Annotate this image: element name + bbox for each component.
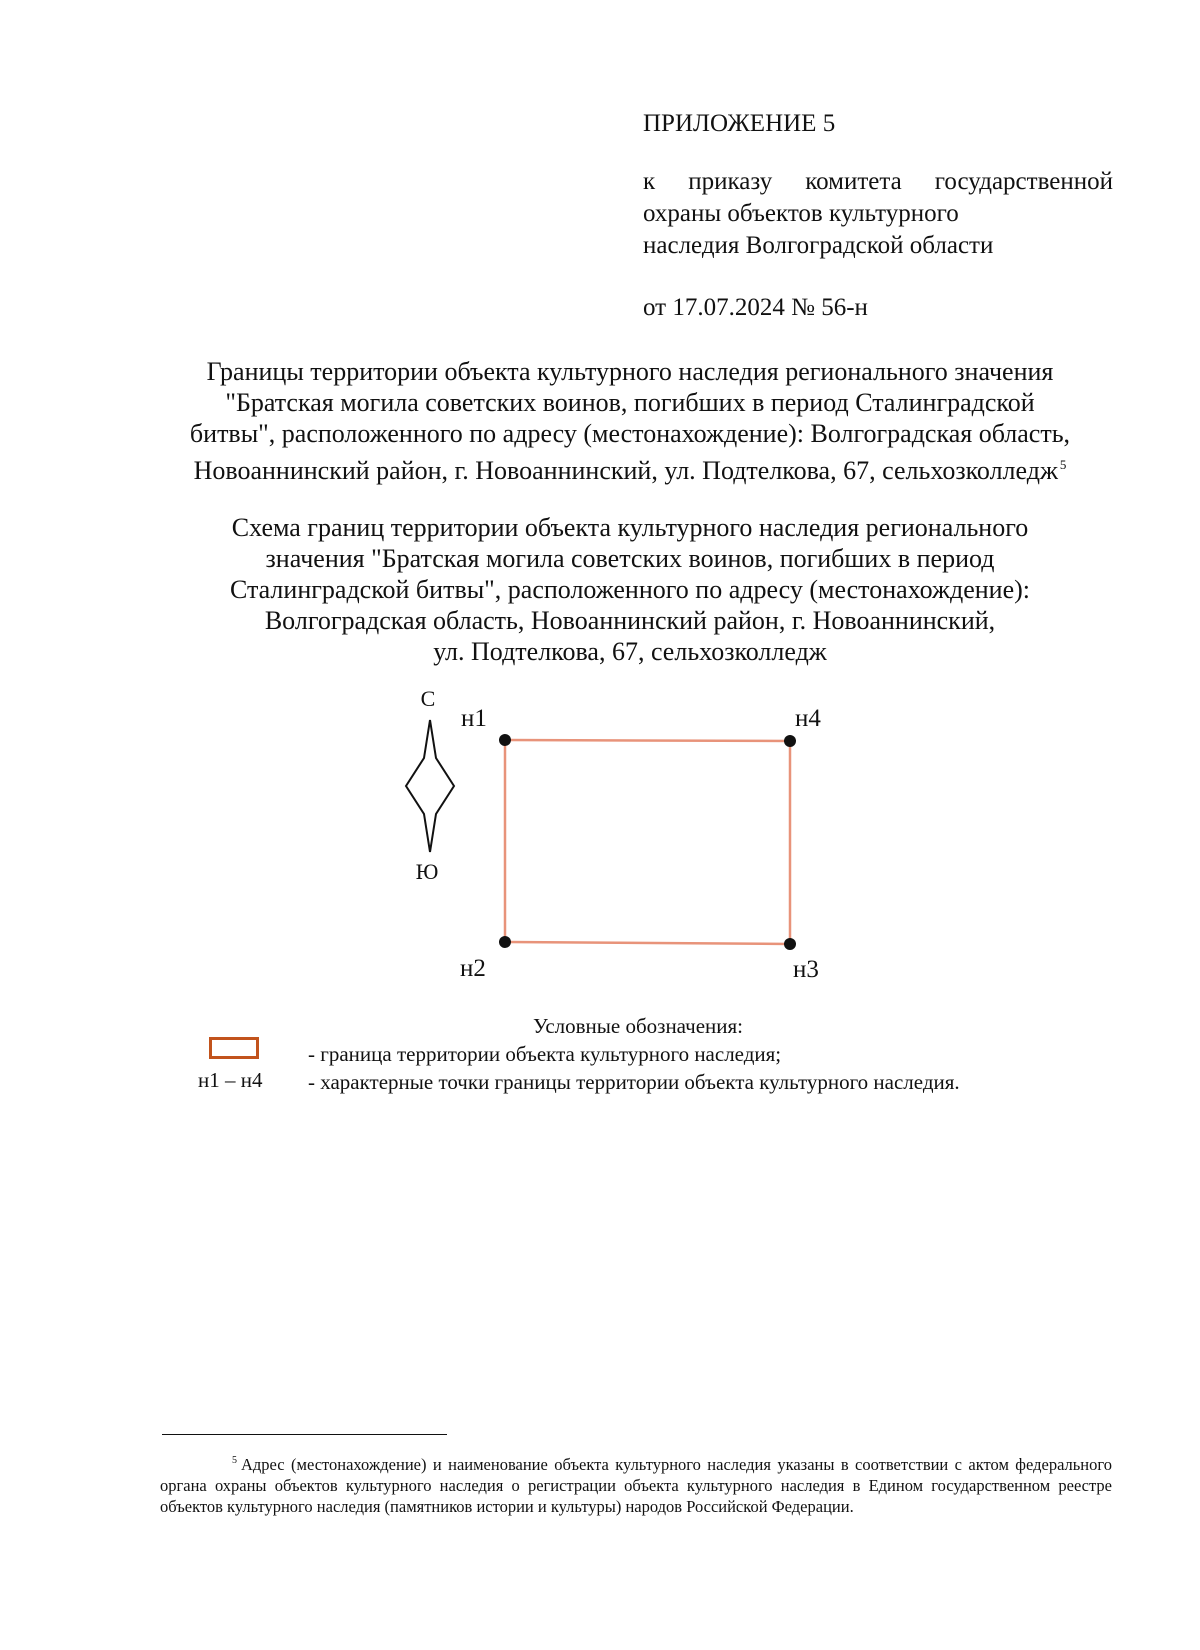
- boundary-scheme: [0, 680, 1200, 980]
- document-title: [140, 356, 1120, 486]
- compass-south-label: Ю: [415, 859, 439, 884]
- legend-boundary-text: - граница территории объекта культурного наследия;: [308, 1042, 782, 1066]
- schema-title-line: ул. Подтелкова, 67, сельхозколледж: [433, 637, 827, 666]
- schema-title-line: значения "Братская могила советских воинов, погибших в период: [265, 544, 995, 573]
- order-word: к: [643, 168, 656, 195]
- footnote-number: 5: [232, 1455, 237, 1466]
- title-line: битвы", расположенного по адресу (местонахождение): Волгоградская область,: [189, 419, 1071, 448]
- order-date: от 17.07.2024 № 56-н: [643, 294, 868, 321]
- compass-star-icon: [406, 720, 454, 852]
- footnote-separator: [162, 1434, 447, 1435]
- boundary-point: [499, 734, 511, 746]
- order-word: государственной: [934, 168, 1113, 195]
- legend-boundary-symbol: [209, 1037, 259, 1059]
- point-label: н2: [460, 955, 486, 980]
- title-line-text: Новоаннинский район, г. Новоаннинский, ул. Подтелкова, 67, сельхозколледж: [193, 456, 1058, 485]
- schema-title-line: Волгоградская область, Новоаннинский район, г. Новоаннинский,: [264, 606, 996, 635]
- order-line-2: охраны объектов культурного: [643, 200, 959, 227]
- legend-title: Условные обозначения:: [532, 1014, 744, 1038]
- legend-points-text: - характерные точки границы территории объекта культурного наследия.: [308, 1070, 960, 1094]
- schema-title-line: Схема границ территории объекта культурного наследия регионального: [231, 513, 1029, 542]
- order-word: комитета: [805, 168, 902, 195]
- footnote-text: Адрес (местонахождение) и наименование объекта культурного наследия указаны в соответствии с актом федерального органа охраны объектов культурного наследия о регистрации объекта культурного наследия в Едином государственном реестре объектов культурного наследия (памятников истории и культуры) народов Российской Федерации.: [160, 1455, 1112, 1516]
- territory-boundary: [505, 740, 790, 944]
- order-word: приказу: [688, 168, 773, 195]
- point-label: н4: [795, 705, 821, 732]
- boundary-point: [499, 936, 511, 948]
- appendix-label: ПРИЛОЖЕНИЕ 5: [643, 110, 836, 137]
- title-line: "Братская могила советских воинов, погибших в период Сталинградской: [225, 388, 1035, 417]
- legend-points-symbol: н1 – н4: [198, 1068, 263, 1092]
- boundary-point: [784, 735, 796, 747]
- point-label: н3: [793, 956, 819, 980]
- title-line: Границы территории объекта культурного наследия регионального значения: [206, 357, 1054, 386]
- footnote-ref[interactable]: 5: [1059, 457, 1067, 472]
- title-line: [140, 449, 1120, 486]
- compass-north-label: С: [420, 686, 436, 711]
- schema-title: [140, 512, 1120, 667]
- order-line-3: наследия Волгоградской области: [643, 232, 994, 259]
- boundary-point: [784, 938, 796, 950]
- footnote: [160, 1450, 1112, 1517]
- order-reference: [643, 166, 1113, 262]
- order-line-1: [643, 166, 1113, 198]
- schema-title-line: Сталинградской битвы", расположенного по адресу (местонахождение):: [229, 575, 1031, 604]
- compass-icon: [406, 686, 454, 884]
- point-label: н1: [461, 705, 487, 732]
